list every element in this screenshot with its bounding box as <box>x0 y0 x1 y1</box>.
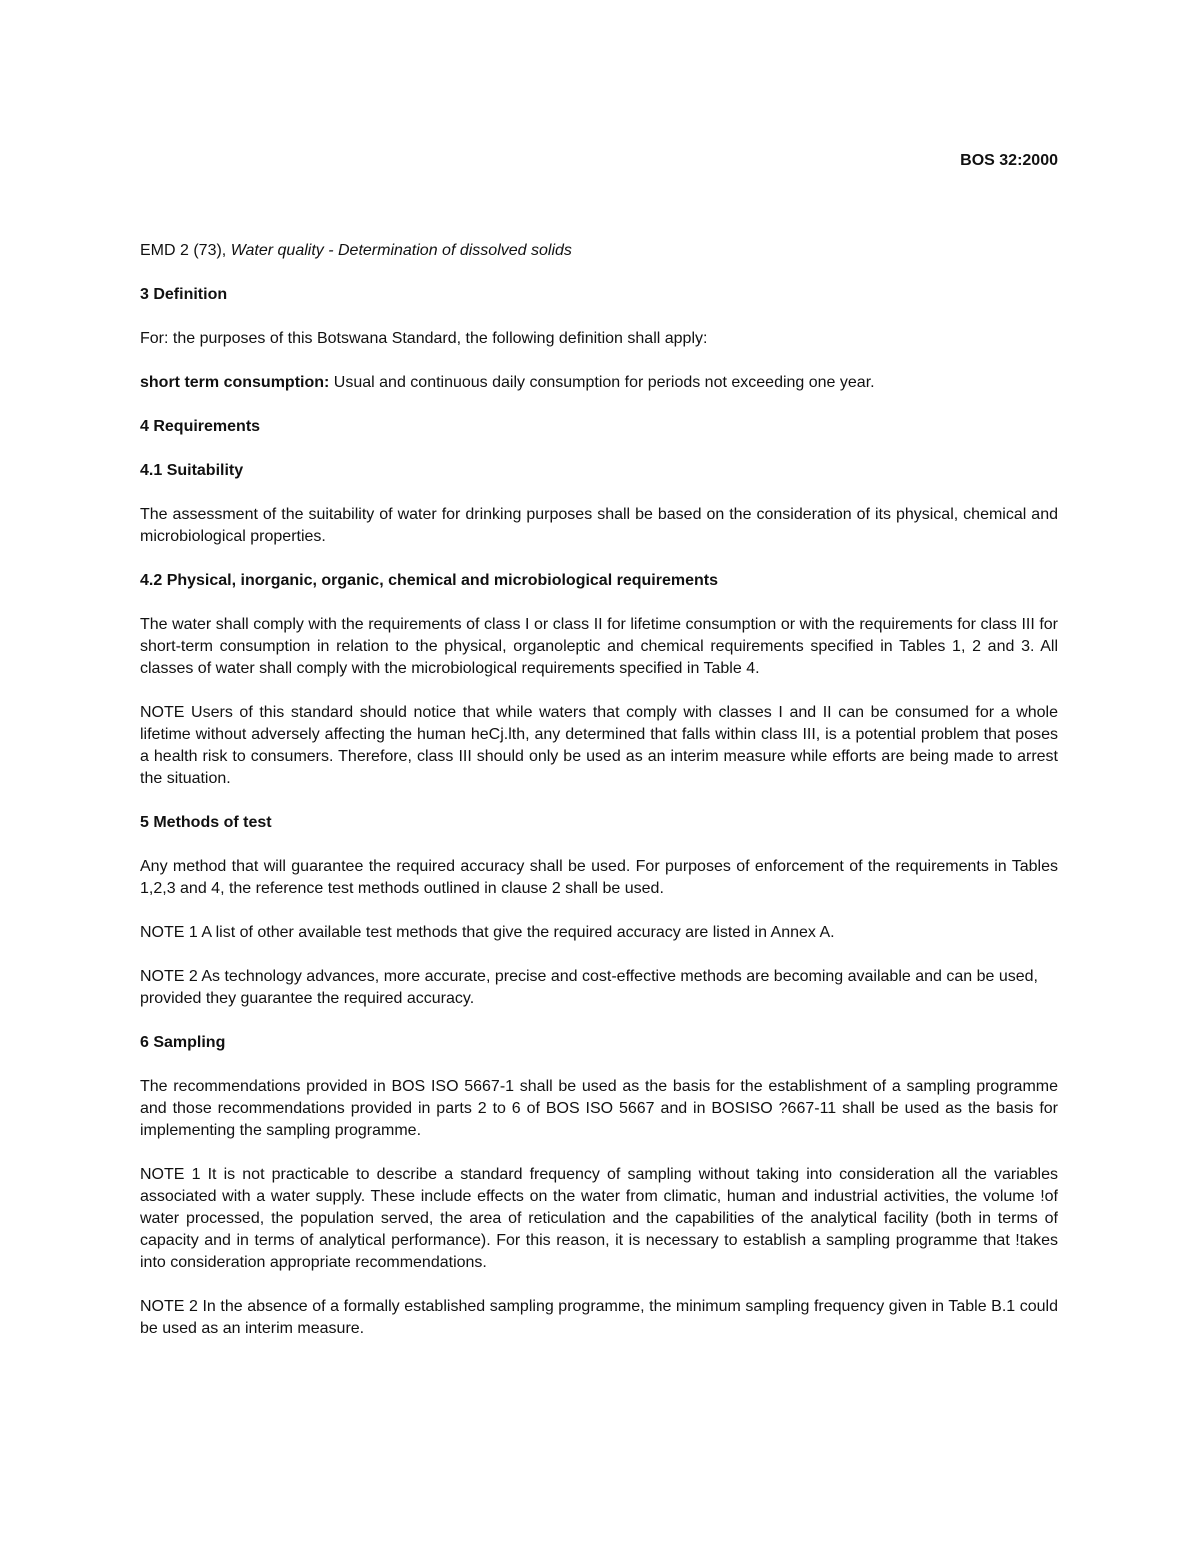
section-4-1-heading: 4.1 Suitability <box>140 462 244 479</box>
section-3-intro: For: the purposes of this Botswana Standard, the following definition shall apply: <box>140 330 708 347</box>
section-4-2-note: NOTE Users of this standard should notice that while waters that comply with classes I and II can be consumed for a whole lifetime without adversely affecting the human heCj.lth, any determined that falls within class III, is a potential problem that poses a health risk to consumers. Therefore, class III should only be used as an interim measure while efforts are being made to arrest the situation. <box>140 704 1058 787</box>
reference-entry <box>140 240 1058 262</box>
document-page <box>140 0 1058 1553</box>
section-3-heading: 3 Definition <box>140 286 228 303</box>
section-5-text: Any method that will guarantee the required accuracy shall be used. For purposes of enforcement of the requirements in Tables 1,2,3 and 4, the reference test methods outlined in clause 2 shall be used. <box>140 858 1058 897</box>
reference-title: Water quality - Determination of dissolved solids <box>230 242 572 259</box>
section-6-heading: 6 Sampling <box>140 1034 226 1051</box>
section-5-note-1: NOTE 1 A list of other available test methods that give the required accuracy are listed in Annex A. <box>140 924 835 941</box>
section-5-note-2: NOTE 2 As technology advances, more accurate, precise and cost-effective methods are becoming available and can be used, provided they guarantee the required accuracy. <box>140 968 1038 1007</box>
section-4-heading: 4 Requirements <box>140 418 261 435</box>
section-5-heading: 5 Methods of test <box>140 814 272 831</box>
defined-term: short term consumption: <box>140 374 330 391</box>
document-body <box>140 240 1058 1340</box>
definition-entry <box>140 372 1058 394</box>
section-6-note-2: NOTE 2 In the absence of a formally established sampling programme, the minimum sampling frequency given in Table B.1 could be used as an interim measure. <box>140 1298 1058 1337</box>
standard-code: BOS 32:2000 <box>960 152 1058 169</box>
section-4-1-text: The assessment of the suitability of water for drinking purposes shall be based on the consideration of its physical, chemical and microbiological properties. <box>140 506 1058 545</box>
section-4-2-text: The water shall comply with the requirements of class I or class II for lifetime consumption or with the requirements for class III for short-term consumption in relation to the physical, organoleptic and chemical requirements specified in Tables 1, 2 and 3. All classes of water shall comply with the microbiological requirements specified in Table 4. <box>140 616 1058 677</box>
reference-code: EMD 2 (73), <box>140 242 227 259</box>
definition-text: Usual and continuous daily consumption for periods not exceeding one year. <box>333 374 875 391</box>
section-4-2-heading: 4.2 Physical, inorganic, organic, chemical and microbiological requirements <box>140 572 718 589</box>
section-6-text: The recommendations provided in BOS ISO 5667-1 shall be used as the basis for the establishment of a sampling programme and those recommendations provided in parts 2 to 6 of BOS ISO 5667 and in BOSISO ?667-11 shall be used as the basis for implementing the sampling programme. <box>140 1078 1058 1139</box>
section-6-note-1: NOTE 1 It is not practicable to describe a standard frequency of sampling without taking into consideration all the variables associated with a water supply. These include effects on the water from climatic, human and industrial activities, the volume !of water processed, the population served, the area of reticulation and the capabilities of the analytical facility (both in terms of capacity and in terms of analytical performance). For this reason, it is necessary to establish a sampling programme that !takes into consideration appropriate recommendations. <box>140 1166 1058 1271</box>
